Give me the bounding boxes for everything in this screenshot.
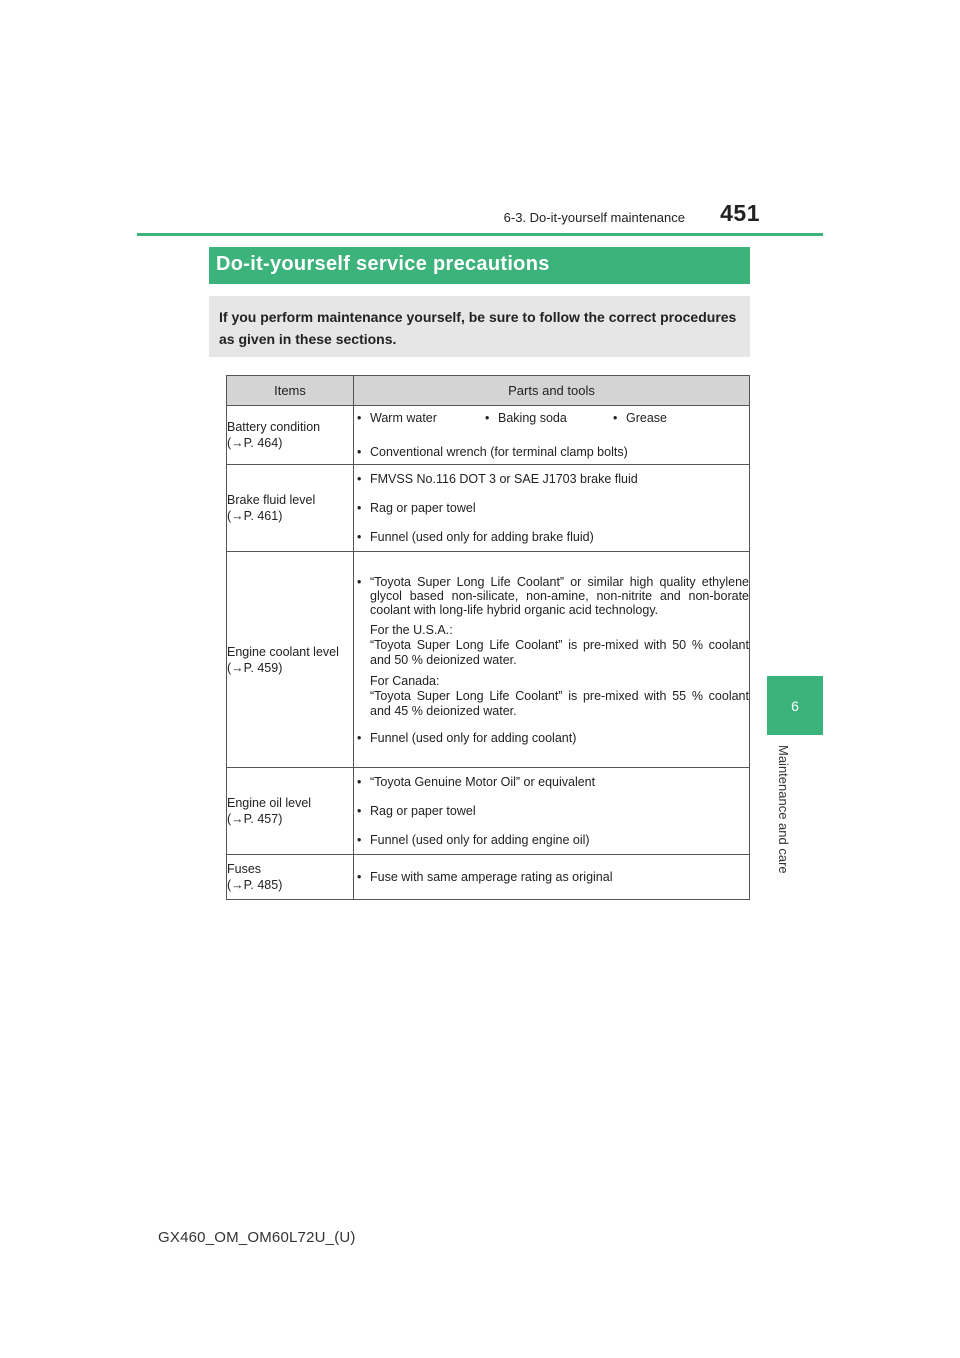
table-row: [227, 465, 750, 552]
chapter-label: [775, 745, 795, 890]
table-header-row: [227, 376, 750, 406]
table-row: [227, 768, 750, 855]
list-item: • Conventional wrench (for terminal clamp bolts): [354, 445, 749, 459]
item-cell: [227, 406, 354, 465]
page-reference-link[interactable]: (→P. 461): [227, 509, 283, 523]
region-heading: For Canada:: [370, 673, 440, 688]
item-cell: [227, 552, 354, 768]
parts-cell: [354, 406, 750, 465]
item-label: Battery condition: [227, 420, 321, 434]
list-item: • Baking soda: [482, 411, 610, 425]
table-row: [227, 406, 750, 465]
list-item: • “Toyota Super Long Life Coolant” or similar high quality ethylene glycol based non-silicate, non-amine, non-nitrite and non-borate coolant with long-life hybrid organic acid technology.: [354, 575, 749, 617]
item-label: Engine coolant level: [227, 644, 339, 659]
page-reference-link[interactable]: (→P. 464): [227, 436, 283, 450]
list-item: • Rag or paper towel: [354, 501, 749, 515]
page-reference-link[interactable]: (→P. 485): [227, 878, 283, 892]
item-label: Engine oil level: [227, 796, 312, 810]
header-rule: [137, 233, 823, 236]
region-text: “Toyota Super Long Life Coolant” is pre-mixed with 50 % coolant and 50 % deionized water.: [370, 637, 749, 667]
list-item: • FMVSS No.116 DOT 3 or SAE J1703 brake fluid: [354, 472, 749, 486]
parts-cell: [354, 768, 750, 855]
section-title: Do-it-yourself service precautions: [216, 253, 550, 275]
region-heading: For the U.S.A.:: [370, 622, 453, 637]
list-item: • Warm water: [354, 411, 482, 425]
region-note: [354, 623, 749, 668]
intro-text: If you perform maintenance yourself, be sure to follow the correct procedures as given in these sections.: [219, 309, 737, 347]
page-number: 451: [720, 200, 760, 226]
item-cell: [227, 465, 354, 552]
list-item: • Funnel (used only for adding coolant): [354, 731, 749, 745]
list-item: • Fuse with same amperage rating as original: [354, 870, 749, 884]
page-reference-link[interactable]: (→P. 459): [227, 660, 283, 675]
item-label: Brake fluid level: [227, 493, 316, 507]
parts-table: [226, 375, 750, 900]
header-items: Items: [227, 376, 354, 406]
chapter-label-text: Maintenance and care: [776, 745, 791, 874]
chapter-tab[interactable]: [767, 676, 823, 735]
item-cell: [227, 768, 354, 855]
section-title-bar: [209, 247, 750, 284]
parts-cell: [354, 465, 750, 552]
section-heading: 6-3. Do-it-yourself maintenance: [503, 210, 685, 225]
table-row: [227, 855, 750, 900]
list-item: • Funnel (used only for adding engine oil): [354, 833, 749, 847]
item-label: Fuses: [227, 862, 262, 876]
list-item: • Grease: [610, 411, 667, 425]
parts-cell: [354, 552, 750, 768]
region-note: [354, 674, 749, 719]
intro-box: [209, 296, 750, 357]
region-text: “Toyota Super Long Life Coolant” is pre-mixed with 55 % coolant and 45 % deionized water.: [370, 688, 749, 718]
item-cell: [227, 855, 354, 900]
table-row: [227, 552, 750, 768]
list-item: • “Toyota Genuine Motor Oil” or equivalent: [354, 775, 749, 789]
page-reference-link[interactable]: (→P. 457): [227, 812, 283, 826]
document-code: GX460_OM_OM60L72U_(U): [158, 1229, 356, 1246]
header-parts-and-tools: Parts and tools: [354, 376, 750, 406]
chapter-number: 6: [791, 698, 799, 714]
list-item: • Rag or paper towel: [354, 804, 749, 818]
parts-cell: [354, 855, 750, 900]
list-item: • Funnel (used only for adding brake fluid): [354, 530, 749, 544]
inline-parts: [354, 406, 749, 430]
